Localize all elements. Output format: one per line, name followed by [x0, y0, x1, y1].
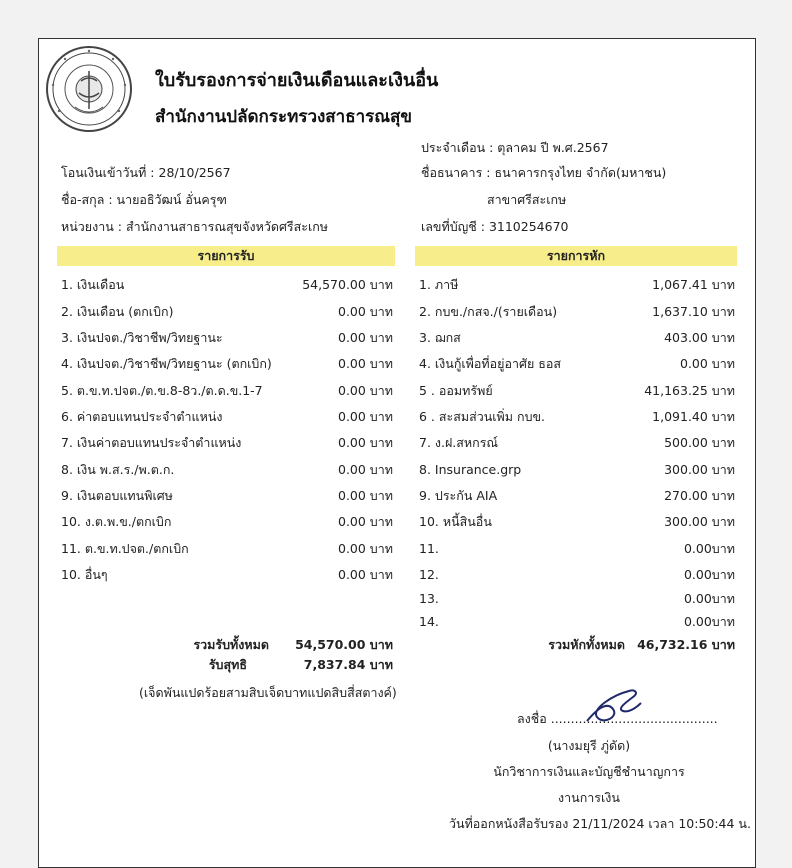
signer-position: นักวิชาการเงินและบัญชีชำนาญการ: [493, 764, 685, 779]
net-pay-words: (เจ็ดพันแปดร้อยสามสิบเจ็ดบาทแปดสิบสี่สตางค์): [139, 685, 397, 700]
deduct-value: 1,091.40 บาท: [652, 409, 735, 424]
income-value: 0.00 บาท: [338, 541, 393, 556]
income-label: 2. เงินเดือน (ตกเบิก): [61, 304, 174, 319]
deduct-heading: รายการหัก: [415, 246, 737, 266]
deduct-value: 403.00 บาท: [664, 330, 735, 345]
transfer-date: โอนเงินเข้าวันที่ : 28/10/2567: [61, 165, 231, 180]
net-pay-label: รับสุทธิ: [208, 657, 247, 672]
list-item: [419, 589, 735, 609]
deduct-value: 0.00บาท: [683, 614, 735, 629]
income-value: 0.00 บาท: [338, 435, 393, 450]
signer-department: งานการเงิน: [558, 790, 620, 805]
deduct-label: 1. ภาษี: [419, 277, 459, 292]
income-label: 6. ค่าตอบแทนประจำตำแหน่ง: [61, 409, 223, 424]
income-label: 11. ต.ข.ท.ปจต./ตกเบิก: [61, 541, 189, 556]
document-title: ใบรับรองการจ่ายเงินเดือนและเงินอื่น: [155, 70, 439, 91]
deduct-total-value: 46,732.16 บาท: [637, 637, 735, 652]
income-total-value: 54,570.00 บาท: [295, 637, 393, 652]
certificate-page: [38, 38, 756, 868]
deduct-label: 2. กบข./กสจ./(รายเดือน): [419, 304, 558, 319]
work-unit: หน่วยงาน : สำนักงานสาธารณสุขจังหวัดศรีสะเกษ: [61, 219, 329, 234]
list-item: [419, 407, 735, 427]
deduct-total-label: รวมหักทั้งหมด: [548, 637, 625, 652]
list-item: [61, 407, 393, 427]
document-subtitle: สำนักงานปลัดกระทรวงสาธารณสุข: [155, 107, 413, 127]
list-item: [419, 512, 735, 532]
list-item: [419, 612, 735, 632]
bank-branch: สาขาศรีสะเกษ: [487, 192, 567, 207]
sign-line: ลงชื่อ ..........................................: [517, 711, 718, 726]
income-label: 3. เงินปจต./วิชาชีพ/วิทยฐานะ: [61, 330, 223, 345]
income-label: 5. ต.ข.ท.ปจต./ต.ข.8-8ว./ต.ด.ข.1-7: [61, 383, 263, 398]
deduct-value: 0.00 บาท: [680, 356, 735, 371]
income-value: 0.00 บาท: [338, 304, 393, 319]
account-number: เลขที่บัญชี : 3110254670: [421, 219, 569, 234]
income-heading: รายการรับ: [57, 246, 395, 266]
employee-name: ชื่อ-สกุล : นายอธิวัฒน์ อั่นครุฑ: [61, 192, 227, 207]
list-item: [419, 539, 735, 559]
deduct-label: 6 . สะสมส่วนเพิ่ม กบข.: [419, 409, 546, 424]
income-label: 10. ง.ต.พ.ข./ตกเบิก: [61, 514, 172, 529]
deduct-label: 12.: [419, 567, 439, 582]
income-value: 0.00 บาท: [338, 462, 393, 477]
income-value: 54,570.00 บาท: [302, 277, 393, 292]
list-item: [61, 486, 393, 506]
deduct-label: 5 . ออมทรัพย์: [419, 383, 493, 398]
deduct-value: 0.00บาท: [683, 591, 735, 606]
deduct-value: 1,637.10 บาท: [652, 304, 735, 319]
list-item: [61, 302, 393, 322]
deduct-label: 3. ฌกส: [419, 330, 461, 345]
list-item: [419, 354, 735, 374]
bank-name: ชื่อธนาคาร : ธนาคารกรุงไทย จำกัด(มหาชน): [421, 165, 667, 180]
income-label: 10. อื่นๆ: [61, 567, 108, 582]
income-value: 0.00 บาท: [338, 514, 393, 529]
list-item: [61, 460, 393, 480]
list-item: [419, 328, 735, 348]
signature-scribble-icon: [583, 687, 645, 727]
list-item: [419, 275, 735, 295]
deduct-value: 500.00 บาท: [664, 435, 735, 450]
deduct-value: 0.00บาท: [683, 541, 735, 556]
deduct-value: 1,067.41 บาท: [652, 277, 735, 292]
deduct-label: 13.: [419, 591, 439, 606]
income-label: 9. เงินตอบแทนพิเศษ: [61, 488, 173, 503]
deduct-value: 270.00 บาท: [664, 488, 735, 503]
list-item: [419, 433, 735, 453]
deduct-value: 300.00 บาท: [664, 514, 735, 529]
deduct-label: 4. เงินกู้เพื่อที่อยู่อาศัย ธอส: [419, 356, 562, 371]
income-label: 1. เงินเดือน: [61, 277, 125, 292]
list-item: [419, 486, 735, 506]
deduct-label: 8. Insurance.grp: [419, 462, 522, 477]
income-value: 0.00 บาท: [338, 567, 393, 582]
income-label: 4. เงินปจต./วิชาชีพ/วิทยฐานะ (ตกเบิก): [61, 356, 272, 371]
deduct-label: 7. ง.ฝ.สหกรณ์: [419, 435, 499, 450]
deduct-label: 10. หนี้สินอื่น: [419, 514, 492, 529]
list-item: [419, 460, 735, 480]
income-value: 0.00 บาท: [338, 488, 393, 503]
ministry-seal-icon: [45, 45, 133, 133]
income-value: 0.00 บาท: [338, 356, 393, 371]
pay-month: ประจำเดือน : ตุลาคม ปี พ.ศ.2567: [421, 140, 609, 155]
list-item: [61, 539, 393, 559]
income-label: 7. เงินค่าตอบแทนประจำตำแหน่ง: [61, 435, 242, 450]
deduct-label: 14.: [419, 614, 439, 629]
issue-timestamp: วันที่ออกหนังสือรับรอง 21/11/2024 เวลา 10:50:44 น.: [449, 816, 751, 831]
list-item: [419, 381, 735, 401]
list-item: [61, 354, 393, 374]
signer-name: (นางมยุรี ภู่ดัด): [547, 738, 631, 753]
list-item: [419, 565, 735, 585]
deduct-value: 41,163.25 บาท: [644, 383, 735, 398]
list-item: [61, 328, 393, 348]
income-value: 0.00 บาท: [338, 383, 393, 398]
list-item: [419, 302, 735, 322]
deduct-value: 0.00บาท: [683, 567, 735, 582]
list-item: [61, 565, 393, 585]
income-total-label: รวมรับทั้งหมด: [193, 637, 269, 652]
list-item: [61, 512, 393, 532]
income-value: 0.00 บาท: [338, 409, 393, 424]
deduct-label: 9. ประกัน AIA: [419, 488, 498, 503]
deduct-label: 11.: [419, 541, 439, 556]
income-value: 0.00 บาท: [338, 330, 393, 345]
list-item: [61, 275, 393, 295]
list-item: [61, 433, 393, 453]
net-pay-value: 7,837.84 บาท: [303, 657, 393, 672]
income-label: 8. เงิน พ.ส.ร./พ.ต.ก.: [61, 462, 175, 477]
deduct-value: 300.00 บาท: [664, 462, 735, 477]
list-item: [61, 381, 393, 401]
